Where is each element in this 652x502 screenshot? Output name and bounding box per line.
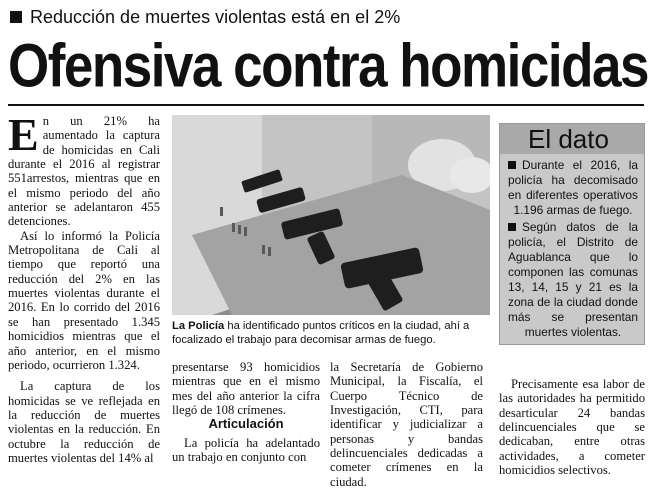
kicker-square-icon [10,11,22,23]
col4-paragraph-1: Precisamente esa labor de las autoridades ha permitido desarticular 24 bandas delincuenciales que se dedicaban, entre otras actividades, a cometer homicidios selectivos. [499,377,645,478]
el-dato-body [500,154,644,340]
caption-lead: La Policía [172,320,225,332]
subhead-articulacion: Articulación [208,416,284,432]
drop-cap: E [8,114,39,160]
col1-paragraph-3: La captura de los homicidas se ve reflejada en la reducción de muertes violentas en la reducción. En octubre la reducción de muertes violentas del 14% al [8,379,160,465]
column-2 [172,360,320,502]
column-1 [8,114,160,502]
dato-item: Durante el 2016, la policía ha decomisado en diferentes operativos 1.196 armas de fuego. [508,158,638,217]
col1-paragraph-2: Así lo informó la Policía Metropolitana de Cali al tiempo que reportó una reducción del 2% en las muertes violentas durante el 2016. En lo corrido del 2016 se han presentado 1.345 homicidios mientras que el año anterior, en el mismo periodo, ocurrieron 1.324. [8,228,160,372]
bullet-square-icon [508,223,516,231]
headline: Ofensiva contra homicidas [8,32,648,101]
photo-caption [172,319,490,347]
column-3 [330,360,483,502]
col2-paragraph-2: La policía ha adelantado un trabajo en conjunto con [172,435,320,465]
column-4 [499,377,645,502]
col1-paragraph-1: En un 21% ha aumentado la captura de homicidas en Cali durante el 2016 al registrar 551arrestos, mientras que en el mismo periodo del año anterior se adelantaron 455 detenciones. [8,114,160,229]
headline-rule [8,104,644,106]
col3-paragraph-1: la Secretaría de Gobierno Municipal, la Fiscalía, el Cuerpo Técnico de Investigación, CTI, para identificar y judicializar a personas y bandas delincuenciales dedicadas a cometer crímenes en la ciudad. [330,360,483,489]
el-dato-box [499,123,645,345]
bullet-square-icon [508,161,516,169]
col2-paragraph-1: presentarse 93 homicidios mientras que en el mismo mes del año anterior la cifra llegó de 108 crímenes. [172,360,320,418]
dato-item: Según datos de la policía, el Distrito de Aguablanca que lo componen las comunas 13, 14, 15 y 21 es la zona de la ciudad donde más se presentan muertes violentas. [508,220,638,339]
el-dato-title: El dato [500,124,644,154]
kicker-text: Reducción de muertes violentas está en el 2% [30,6,401,27]
photo-seized-weapons [172,115,490,315]
photo-illustration [172,115,490,315]
caption-text: ha identificado puntos críticos en la ciudad, ahí a focalizado el trabajo para decomisar armas de fuego. [172,320,470,346]
